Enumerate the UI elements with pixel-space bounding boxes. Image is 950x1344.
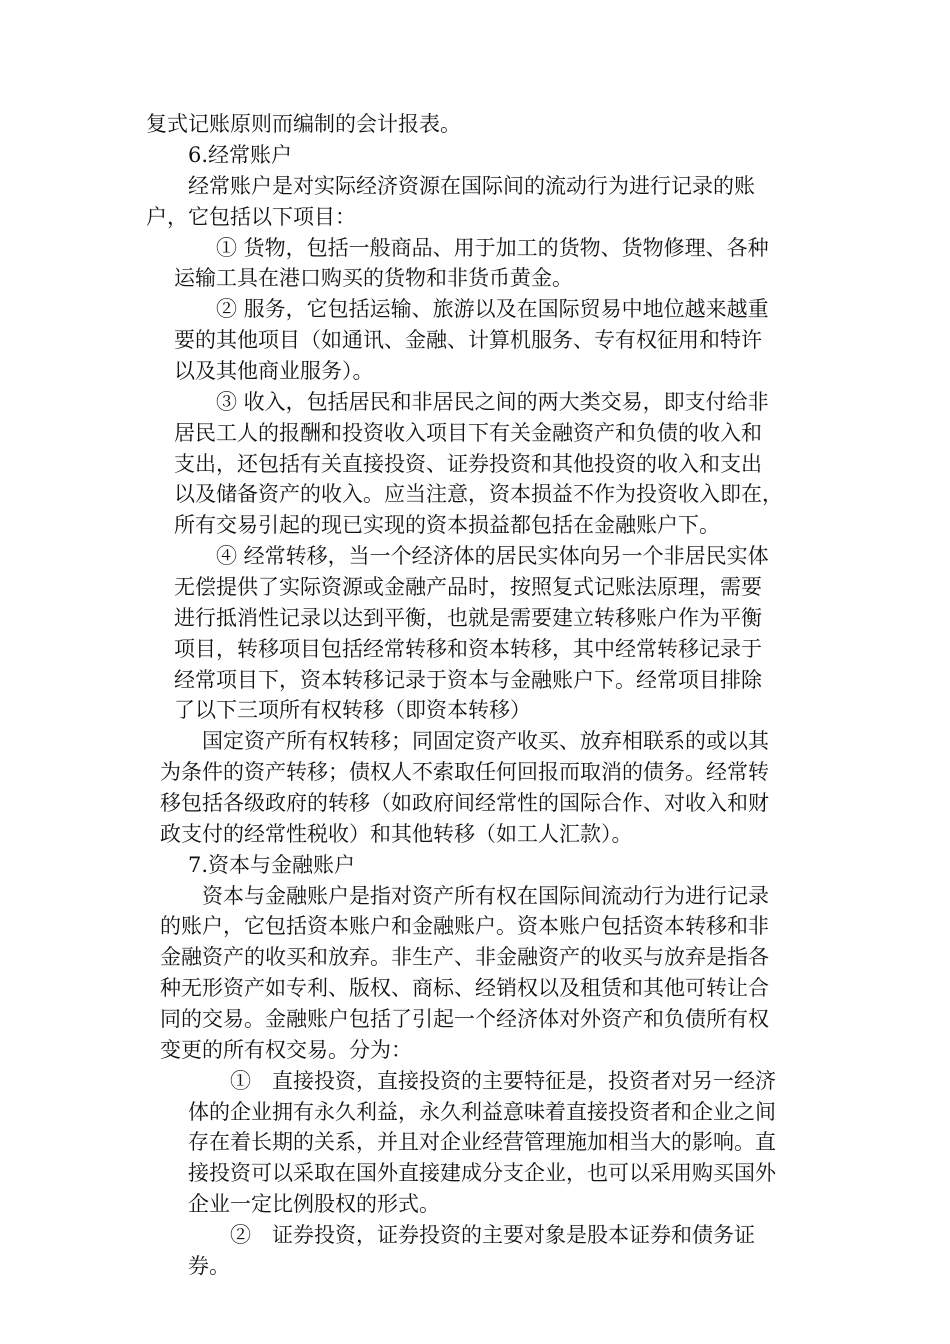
text-line: 复式记账原则而编制的会计报表。 bbox=[146, 112, 461, 136]
text-line: ④ 经常转移，当一个经济体的居民实体向另一个非居民实体 bbox=[216, 544, 769, 568]
text-line: 支出，还包括有关直接投资、证券投资和其他投资的收入和支出 bbox=[174, 452, 762, 476]
text-line: 企业一定比例股权的形式。 bbox=[188, 1192, 440, 1216]
text-line: ③ 收入，包括居民和非居民之间的两大类交易，即支付给非 bbox=[216, 390, 769, 414]
section-heading-capital-financial-account: 7.资本与金融账户 bbox=[188, 853, 356, 877]
text-line: 移包括各级政府的转移（如政府间经常性的国际合作、对收入和财 bbox=[160, 791, 769, 815]
text-line: 项目，转移项目包括经常转移和资本转移，其中经常转移记录于 bbox=[174, 637, 762, 661]
text-line: 进行抵消性记录以达到平衡，也就是需要建立转移账户作为平衡 bbox=[174, 606, 762, 630]
text-line: ② 服务，它包括运输、旅游以及在国际贸易中地位越来越重 bbox=[216, 297, 769, 321]
text-line: 以及储备资产的收入。应当注意，资本损益不作为投资收入即在， bbox=[174, 482, 783, 506]
text-line: 经常账户是对实际经济资源在国际间的流动行为进行记录的账 bbox=[188, 174, 755, 198]
text-line: 经常项目下，资本转移记录于资本与金融账户下。经常项目排除 bbox=[174, 668, 762, 692]
text-line: 了以下三项所有权转移（即资本转移） bbox=[174, 698, 531, 722]
text-line: 运输工具在港口购买的货物和非货币黄金。 bbox=[174, 266, 573, 290]
text-line: 体的企业拥有永久利益，永久利益意味着直接投资者和企业之间 bbox=[188, 1100, 776, 1124]
text-line: 为条件的资产转移；债权人不索取任何回报而取消的债务。经常转 bbox=[160, 760, 769, 784]
text-line: 存在着长期的关系，并且对企业经营管理施加相当大的影响。直 bbox=[188, 1130, 776, 1154]
text-line: 国定资产所有权转移；同固定资产收买、放弃相联系的或以其 bbox=[202, 729, 769, 753]
text-line: 无偿提供了实际资源或金融产品时，按照复式记账法原理，需要 bbox=[174, 575, 762, 599]
text-line: 种无形资产如专利、版权、商标、经销权以及租赁和其他可转让合 bbox=[160, 976, 769, 1000]
text-line: 变更的所有权交易。分为： bbox=[160, 1038, 412, 1062]
text-line: 居民工人的报酬和投资收入项目下有关金融资产和负债的收入和 bbox=[174, 421, 762, 445]
text-line: 所有交易引起的现已实现的资本损益都包括在金融账户下。 bbox=[174, 513, 720, 537]
section-heading-current-account: 6.经常账户 bbox=[188, 143, 293, 167]
text-line: ② 证券投资，证券投资的主要对象是股本证券和债务证 bbox=[230, 1223, 755, 1247]
text-line: 券。 bbox=[188, 1254, 230, 1278]
text-line: 同的交易。金融账户包括了引起一个经济体对外资产和负债所有权 bbox=[160, 1007, 769, 1031]
text-line: 接投资可以采取在国外直接建成分支企业，也可以采用购买国外 bbox=[188, 1161, 776, 1185]
text-line: 以及其他商业服务）。 bbox=[174, 359, 374, 383]
text-line: 的账户，它包括资本账户和金融账户。资本账户包括资本转移和非 bbox=[160, 914, 769, 938]
text-line: 要的其他项目（如通讯、金融、计算机服务、专有权征用和特许 bbox=[174, 328, 762, 352]
text-line: ① 直接投资，直接投资的主要特征是，投资者对另一经济 bbox=[230, 1069, 776, 1093]
text-line: 金融资产的收买和放弃。非生产、非金融资产的收买与放弃是指各 bbox=[160, 945, 769, 969]
text-line: 资本与金融账户是指对资产所有权在国际间流动行为进行记录 bbox=[202, 884, 769, 908]
text-line: 户，它包括以下项目： bbox=[146, 205, 356, 229]
text-line: ① 货物，包括一般商品、用于加工的货物、货物修理、各种 bbox=[216, 236, 769, 260]
text-line: 政支付的经常性税收）和其他转移（如工人汇款）。 bbox=[160, 822, 633, 846]
